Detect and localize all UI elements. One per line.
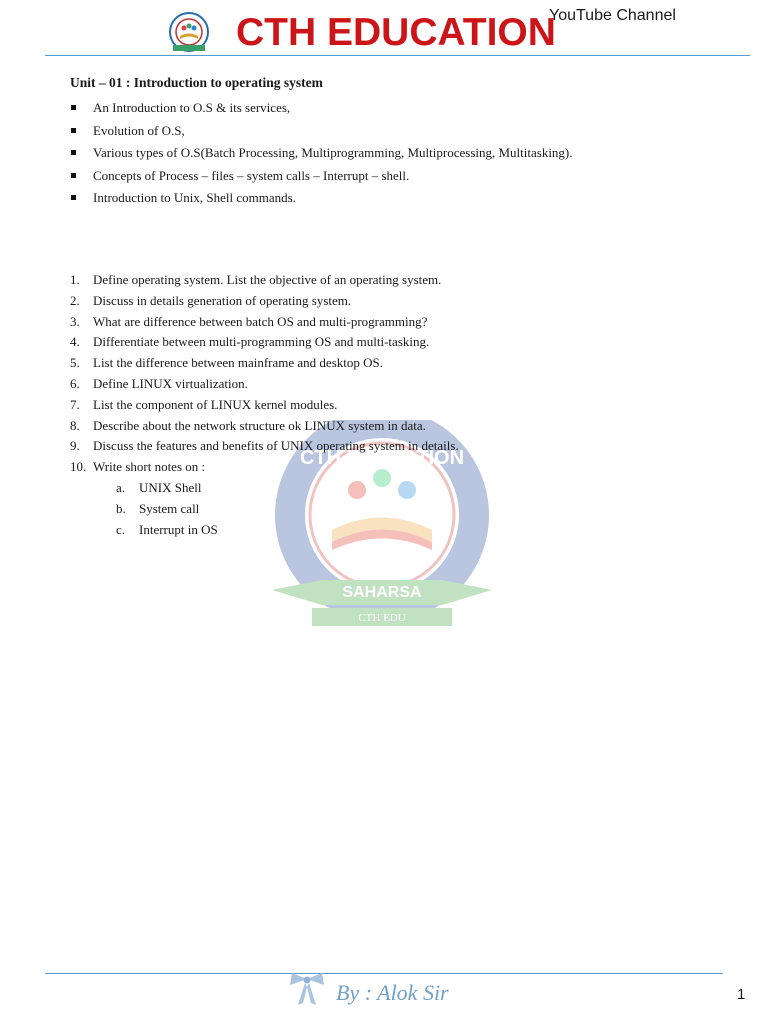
author-signature: By : Alok Sir <box>336 980 449 1005</box>
question-number: 1. <box>70 272 80 287</box>
question-number: 3. <box>70 313 80 329</box>
topic-text: Introduction to Unix, Shell commands. <box>93 190 296 205</box>
question-text: Discuss the features and benefits of UNIX operating system in details. <box>93 438 459 454</box>
question-item <box>70 312 730 333</box>
bullet-square-icon <box>71 150 76 155</box>
bullet-square-icon <box>71 105 76 110</box>
question-item <box>70 270 730 291</box>
bullet-square-icon <box>71 128 76 133</box>
question-number: 7. <box>70 396 80 412</box>
sub-question-list <box>93 478 730 540</box>
topic-text: An Introduction to O.S & its services, <box>93 100 291 115</box>
unit-title: Unit – 01 : Introduction to operating system <box>70 75 323 90</box>
page-number: 1 <box>737 986 746 1003</box>
sub-question-text: UNIX Shell <box>139 479 202 495</box>
sub-question-text: System call <box>139 500 200 516</box>
question-text: Define LINUX virtualization. <box>93 375 248 391</box>
watermark-ribbon-text: SAHARSA <box>342 584 422 601</box>
bullet-square-icon <box>71 195 76 200</box>
bullet-square-icon <box>71 173 76 178</box>
sub-question-text: Interrupt in OS <box>139 521 218 537</box>
question-item <box>70 395 730 416</box>
question-text: What are difference between batch OS and multi-programming? <box>93 313 428 329</box>
question-number: 4. <box>70 334 80 350</box>
watermark-ring-text: CTH EDUCATION <box>299 447 465 469</box>
page-header <box>0 0 768 58</box>
question-text: List the difference between mainframe and desktop OS. <box>93 355 383 371</box>
question-number: 8. <box>70 417 80 433</box>
question-item <box>70 436 730 457</box>
cth-education-logo-icon <box>167 12 211 54</box>
question-number: 5. <box>70 355 80 371</box>
sub-question-item <box>93 478 730 499</box>
question-number: 2. <box>70 292 80 308</box>
question-text: Write short notes on : <box>93 459 206 475</box>
topic-list <box>70 97 730 210</box>
sub-question-letter: a. <box>116 479 126 495</box>
topic-item <box>70 142 730 165</box>
watermark-band-text: CTH EDU <box>358 612 406 624</box>
question-number: 6. <box>70 375 80 391</box>
question-item <box>70 457 730 540</box>
header-divider <box>45 55 750 56</box>
topic-item <box>70 120 730 143</box>
sub-question-letter: c. <box>116 521 126 537</box>
question-list <box>70 270 730 540</box>
question-text: Discuss in details generation of operating system. <box>93 292 352 308</box>
question-text: Describe about the network structure ok LINUX system in data. <box>93 417 426 433</box>
ribbon-bow-icon <box>286 973 328 1007</box>
footer-divider <box>45 973 723 974</box>
sub-question-item <box>93 520 730 541</box>
sub-question-letter: b. <box>116 500 126 516</box>
topic-item <box>70 97 730 120</box>
brand-title: CTH EDUCATION <box>236 11 556 54</box>
topic-text: Various types of O.S(Batch Processing, Multiprogramming, Multiprocessing, Multitasking). <box>93 145 573 160</box>
question-number: 9. <box>70 438 80 454</box>
question-text: List the component of LINUX kernel modules. <box>93 396 338 412</box>
topic-item <box>70 165 730 188</box>
channel-subtitle: YouTube Channel <box>549 7 676 24</box>
sub-question-item <box>93 499 730 520</box>
question-text: Define operating system. List the objective of an operating system. <box>93 272 442 287</box>
question-number: 10. <box>70 459 87 475</box>
topic-item <box>70 187 730 210</box>
question-item <box>70 332 730 353</box>
question-text: Differentiate between multi-programming OS and multi-tasking. <box>93 334 430 350</box>
topic-text: Evolution of O.S, <box>93 122 185 138</box>
topic-text: Concepts of Process – files – system calls – Interrupt – shell. <box>93 167 410 183</box>
question-item <box>70 291 730 312</box>
question-item <box>70 374 730 395</box>
question-item <box>70 353 730 374</box>
question-item <box>70 416 730 437</box>
